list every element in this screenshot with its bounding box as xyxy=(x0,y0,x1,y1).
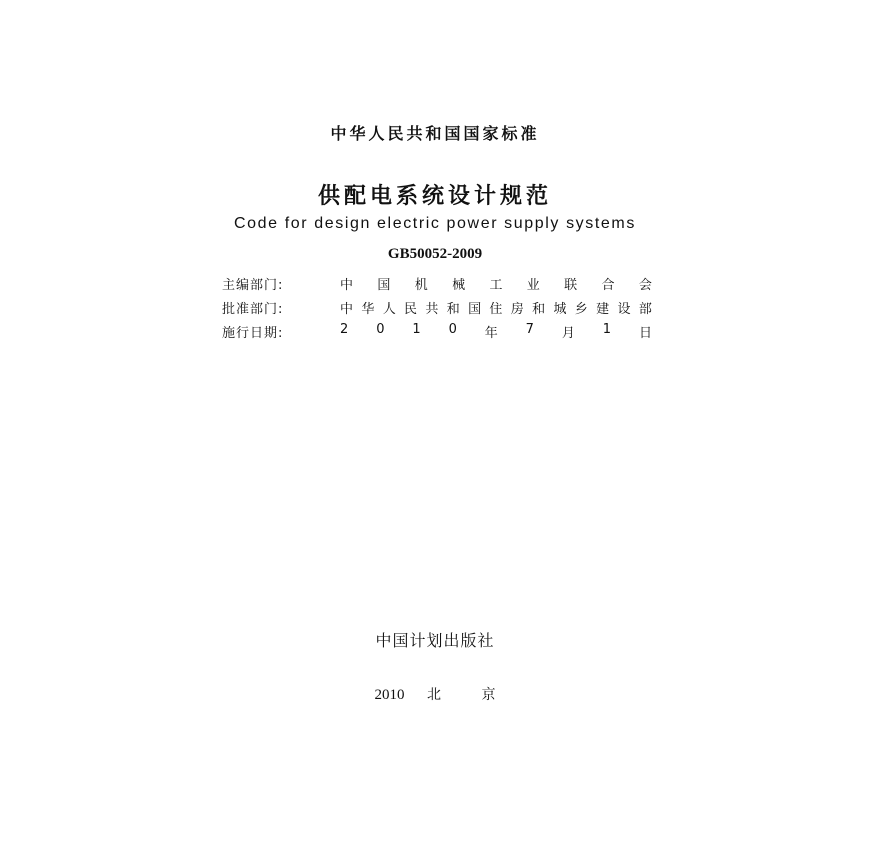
editor-char: 中 xyxy=(340,277,354,293)
effective-date-label: 施行日期: xyxy=(222,325,284,341)
approver-char: 和 xyxy=(532,301,546,317)
date-char: 7 xyxy=(525,321,534,337)
approver-char: 民 xyxy=(404,301,418,317)
approver-char: 建 xyxy=(596,301,610,317)
editor-char: 业 xyxy=(526,277,540,293)
editor-char: 联 xyxy=(564,277,578,293)
effective-date-value xyxy=(340,322,652,341)
title-chinese: 供配电系统设计规范 xyxy=(317,184,552,209)
standard-type: 中华人民共和国国家标准 xyxy=(330,124,540,143)
date-char: 1 xyxy=(602,321,612,337)
date-char: 0 xyxy=(448,321,457,337)
date-char: 年 xyxy=(484,325,498,341)
editor-char: 机 xyxy=(414,277,428,293)
date-char: 2 xyxy=(340,321,349,337)
editor-char: 工 xyxy=(489,277,503,293)
approver-char: 共 xyxy=(425,301,439,317)
publication-year: 2010 xyxy=(374,687,405,703)
publisher: 中国计划出版社 xyxy=(375,631,495,650)
editor-char: 合 xyxy=(601,277,615,293)
editor-char: 会 xyxy=(638,277,652,293)
city-char: 北 xyxy=(427,687,441,703)
approver-char: 房 xyxy=(510,301,524,317)
editor-value xyxy=(340,274,652,293)
date-char: 1 xyxy=(412,321,421,337)
editor-label: 主编部门: xyxy=(222,277,284,293)
approver-char: 乡 xyxy=(574,301,588,317)
approver-row xyxy=(222,297,652,317)
city-char: 京 xyxy=(481,687,496,703)
approver-char: 部 xyxy=(638,301,652,317)
date-char: 月 xyxy=(561,325,575,341)
date-char: 0 xyxy=(376,321,385,337)
approver-char: 设 xyxy=(617,301,631,317)
editor-char: 械 xyxy=(452,277,466,293)
editor-row xyxy=(222,273,652,293)
approver-char: 华 xyxy=(361,301,375,317)
approver-char: 中 xyxy=(340,301,354,317)
date-char: 日 xyxy=(638,325,652,341)
publication-place xyxy=(0,684,870,704)
approver-char: 城 xyxy=(553,301,567,317)
approver-char: 国 xyxy=(468,301,482,317)
approver-value xyxy=(340,298,652,317)
effective-date-row xyxy=(222,321,652,341)
editor-char: 国 xyxy=(377,277,391,293)
approver-char: 和 xyxy=(446,301,460,317)
standard-code: GB50052-2009 xyxy=(387,246,483,262)
approver-label: 批准部门: xyxy=(222,301,284,317)
approver-char: 住 xyxy=(489,301,503,317)
approver-char: 人 xyxy=(382,301,396,317)
title-english: Code for design electric power supply systems xyxy=(234,215,636,232)
